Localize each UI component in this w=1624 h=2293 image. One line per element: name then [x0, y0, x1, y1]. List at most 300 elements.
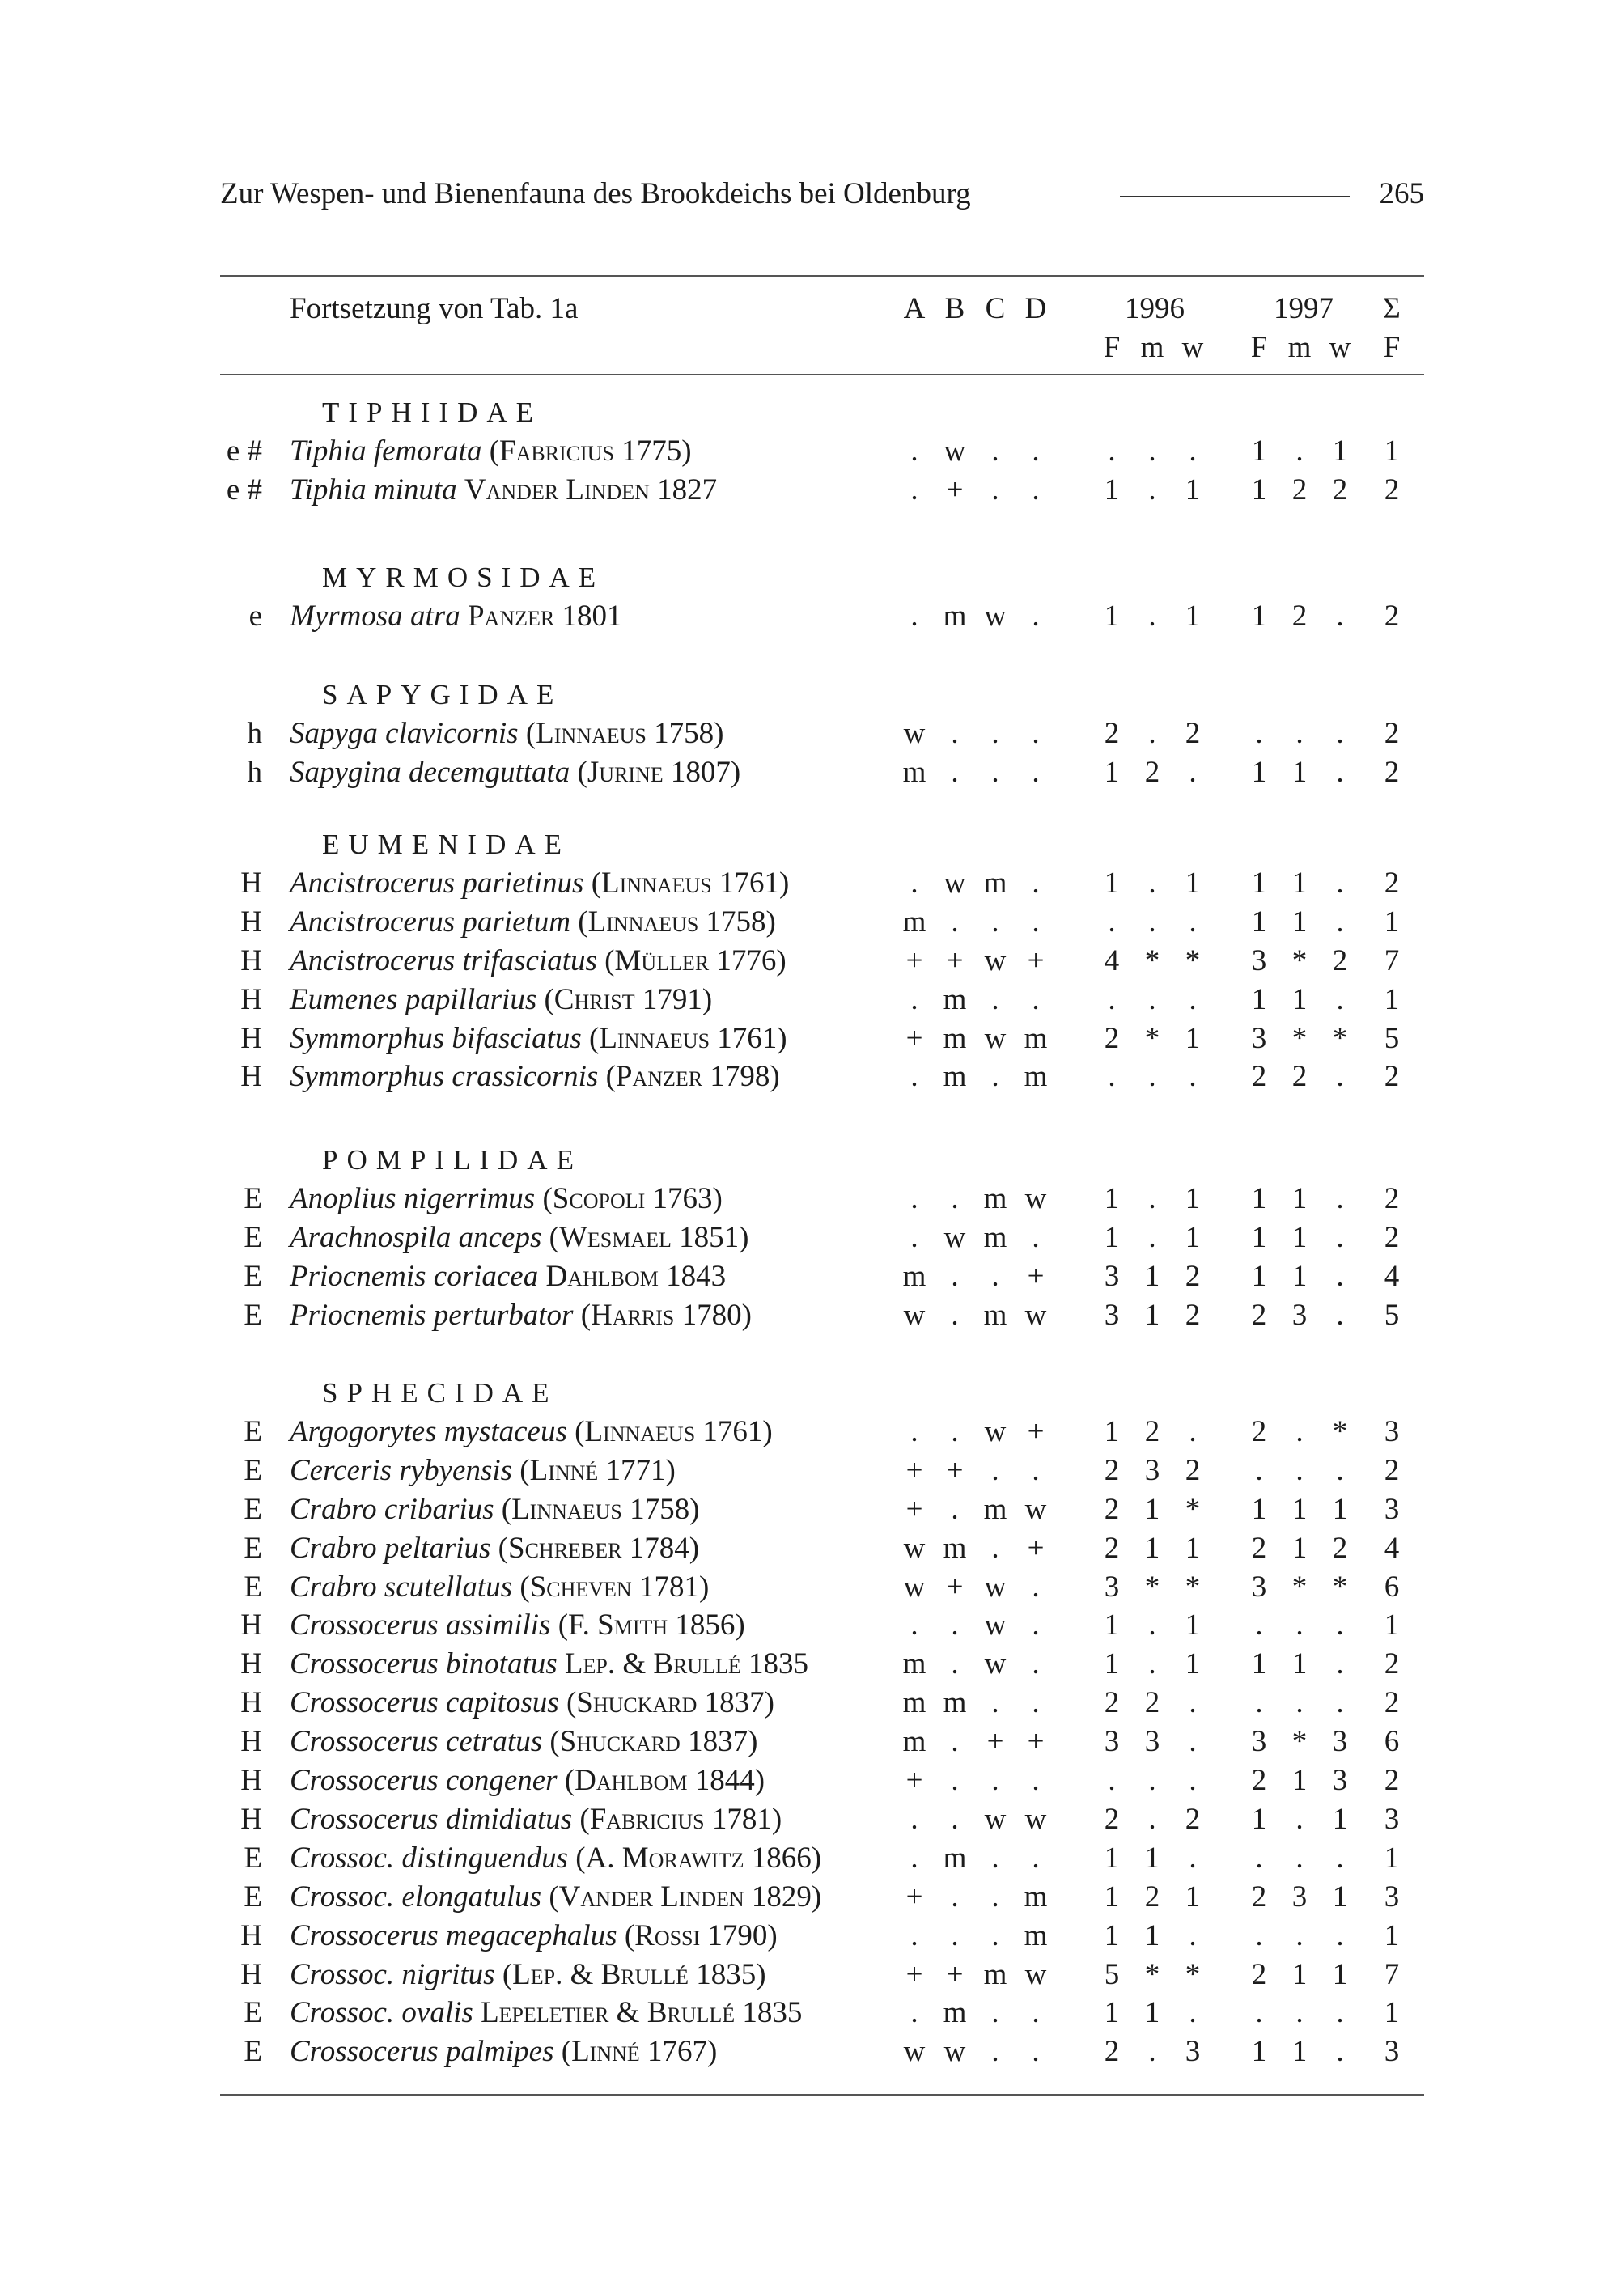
species-binomial: Crabro scutellatus — [290, 1570, 513, 1604]
cell-1996: 1 — [1144, 1841, 1160, 1875]
cell-abcd: m — [943, 1021, 967, 1055]
cell-sum: 4 — [1384, 1259, 1400, 1293]
cell-abcd: w — [1024, 1181, 1047, 1215]
cell-1997: 1 — [1251, 1492, 1267, 1526]
cell-abcd: m — [1024, 1880, 1048, 1914]
cell-1996: * — [1185, 1492, 1201, 1526]
cell-1997: 3 — [1251, 1570, 1267, 1604]
row-mark: E — [244, 1996, 262, 2030]
cell-abcd: m — [983, 1492, 1007, 1526]
cell-abcd: . — [991, 905, 999, 939]
cell-1997: . — [1336, 2035, 1344, 2069]
cell-1997: . — [1295, 1686, 1304, 1720]
cell-abcd: . — [991, 1531, 999, 1565]
cell-abcd: . — [991, 755, 999, 789]
cell-1997: 2 — [1251, 1957, 1267, 1991]
cell-abcd: m — [943, 982, 967, 1016]
cell-1996: . — [1148, 2035, 1156, 2069]
cell-1997: . — [1255, 1996, 1263, 2030]
cell-1996: . — [1189, 982, 1197, 1016]
cell-1997: . — [1295, 1608, 1304, 1642]
cell-abcd: . — [910, 473, 918, 506]
cell-abcd: . — [910, 599, 918, 633]
cell-1996: 2 — [1104, 1686, 1120, 1720]
cell-sum: 3 — [1384, 1880, 1400, 1914]
cell-sum: 2 — [1384, 473, 1400, 506]
cell-abcd: w — [943, 434, 966, 468]
cell-abcd: w — [903, 1531, 926, 1565]
species-author: (Christ 1791) — [544, 982, 713, 1016]
cell-sum: 7 — [1384, 1957, 1400, 1991]
species-name — [290, 2032, 717, 2071]
species-binomial: Crossocerus palmipes — [290, 2035, 554, 2069]
cell-abcd: + — [1027, 1259, 1045, 1293]
species-author: (Rossi 1790) — [624, 1918, 778, 1952]
cell-abcd: . — [991, 1060, 999, 1094]
cell-abcd: . — [951, 755, 959, 789]
cell-sum: 1 — [1384, 1918, 1400, 1952]
cell-abcd: . — [951, 1647, 959, 1681]
cell-1997: . — [1255, 1841, 1263, 1875]
cell-1996: . — [1148, 1802, 1156, 1836]
cell-1996: 1 — [1144, 1996, 1160, 2030]
family-heading: POMPILIDAE — [322, 1144, 583, 1176]
cell-abcd: m — [902, 755, 926, 789]
cell-sum: 2 — [1384, 1764, 1400, 1797]
table-caption: Fortsetzung von Tab. 1a — [290, 292, 579, 325]
row-mark: E — [244, 1880, 262, 1914]
cell-1997: 1 — [1291, 905, 1308, 939]
cell-1997: 3 — [1251, 1725, 1267, 1759]
cell-1997: 1 — [1291, 1181, 1308, 1215]
cell-abcd: + — [946, 943, 964, 977]
cell-abcd: m — [983, 866, 1007, 900]
cell-1997: 2 — [1251, 1298, 1267, 1332]
species-name — [290, 432, 692, 471]
cell-1997: 1 — [1332, 434, 1348, 468]
cell-abcd: m — [943, 1060, 967, 1094]
cell-1996: 1 — [1104, 1647, 1120, 1681]
row-mark: e — [248, 599, 262, 633]
cell-abcd: . — [951, 1764, 959, 1797]
species-binomial: Crossocerus binotatus — [290, 1647, 558, 1681]
species-binomial: Crossoc. ovalis — [290, 1996, 473, 2030]
cell-abcd: m — [943, 1841, 967, 1875]
species-binomial: Ancistrocerus trifasciatus — [290, 943, 597, 977]
cell-abcd: m — [943, 599, 967, 633]
cell-abcd: m — [902, 1647, 926, 1681]
cell-1997: 2 — [1332, 943, 1348, 977]
cell-1996: 1 — [1104, 1220, 1120, 1254]
species-author: (Fabricius 1781) — [579, 1802, 782, 1836]
cell-1996: * — [1185, 1957, 1201, 1991]
cell-1997: 3 — [1332, 1725, 1348, 1759]
species-name — [290, 1684, 774, 1723]
cell-1997: . — [1336, 982, 1344, 1016]
species-binomial: Crossoc. nigritus — [290, 1957, 495, 1991]
cell-abcd: + — [946, 1570, 964, 1604]
cell-abcd: w — [984, 599, 1007, 633]
cell-1996: 1 — [1185, 473, 1201, 506]
cell-abcd: + — [1027, 1531, 1045, 1565]
cell-abcd: . — [951, 1298, 959, 1332]
species-name — [290, 1490, 699, 1529]
cell-abcd: + — [946, 1957, 964, 1991]
species-name — [290, 1057, 780, 1096]
cell-abcd: . — [951, 1181, 959, 1215]
cell-1996: 2 — [1104, 1531, 1120, 1565]
cell-abcd: m — [1024, 1060, 1048, 1094]
row-mark: H — [240, 1957, 262, 1991]
cell-sum: 4 — [1384, 1531, 1400, 1565]
cell-1996: . — [1189, 1060, 1197, 1094]
cell-abcd: + — [905, 1880, 923, 1914]
cell-sum: 1 — [1384, 1996, 1400, 2030]
cell-1996: 3 — [1104, 1298, 1120, 1332]
cell-1996: 1 — [1104, 1996, 1120, 2030]
cell-abcd: . — [991, 1996, 999, 2030]
cell-1997: . — [1336, 1918, 1344, 1952]
cell-abcd: m — [983, 1298, 1007, 1332]
cell-1997: 1 — [1291, 1957, 1308, 1991]
cell-abcd: w — [1024, 1957, 1047, 1991]
species-binomial: Sapygina decemguttata — [290, 755, 570, 789]
species-author: (Linnaeus 1758) — [501, 1492, 700, 1526]
cell-sum: 2 — [1384, 1647, 1400, 1681]
cell-abcd: m — [902, 1259, 926, 1293]
species-name — [290, 753, 740, 792]
species-name — [290, 1568, 709, 1607]
species-binomial: Crossoc. elongatulus — [290, 1880, 542, 1914]
species-binomial: Crabro cribarius — [290, 1492, 494, 1526]
cell-abcd: w — [984, 1021, 1007, 1055]
cell-1997: 1 — [1291, 1647, 1308, 1681]
cell-1997: * — [1291, 1725, 1308, 1759]
cell-1996: 4 — [1104, 943, 1120, 977]
cell-1996: 1 — [1144, 1259, 1160, 1293]
row-mark: E — [244, 1453, 262, 1487]
species-binomial: Crossocerus assimilis — [290, 1608, 551, 1642]
cell-1997: . — [1336, 1996, 1344, 2030]
species-author: (Shuckard 1837) — [566, 1686, 774, 1720]
cell-abcd: . — [991, 434, 999, 468]
species-binomial: Crossocerus congener — [290, 1764, 558, 1797]
cell-1997: . — [1295, 1918, 1304, 1952]
cell-abcd: . — [1032, 599, 1040, 633]
cell-1996: 1 — [1104, 473, 1120, 506]
cell-sum: 2 — [1384, 599, 1400, 633]
cell-1997: . — [1336, 755, 1344, 789]
cell-1997: 1 — [1251, 1647, 1267, 1681]
cell-1997: 1 — [1251, 2035, 1267, 2069]
row-mark: H — [240, 1647, 262, 1681]
row-mark: E — [244, 1220, 262, 1254]
cell-abcd: w — [1024, 1802, 1047, 1836]
cell-abcd: w — [984, 943, 1007, 977]
cell-abcd: . — [910, 1181, 918, 1215]
species-name — [290, 1529, 699, 1568]
cell-abcd: + — [905, 943, 923, 977]
cell-1996: * — [1144, 1957, 1160, 1991]
cell-1997: . — [1295, 1841, 1304, 1875]
species-binomial: Priocnemis perturbator — [290, 1298, 574, 1332]
cell-1996: * — [1144, 1021, 1160, 1055]
cell-sum: 5 — [1384, 1298, 1400, 1332]
cell-abcd: . — [1032, 716, 1040, 750]
species-binomial: Ancistrocerus parietinus — [290, 866, 584, 900]
cell-1996: . — [1189, 905, 1197, 939]
cell-1996: 2 — [1185, 1453, 1201, 1487]
subheader-1996-m: m — [1140, 331, 1164, 364]
species-author: (Wesmael 1851) — [549, 1220, 749, 1254]
row-mark: H — [240, 1021, 262, 1055]
subheader-1997-f: F — [1250, 331, 1268, 364]
cell-abcd: w — [984, 1802, 1007, 1836]
species-author: Panzer 1801 — [467, 599, 622, 633]
cell-1997: . — [1336, 1181, 1344, 1215]
cell-abcd: . — [910, 866, 918, 900]
cell-abcd: m — [943, 1531, 967, 1565]
cell-1996: 2 — [1185, 1259, 1201, 1293]
species-name — [290, 1452, 676, 1490]
cell-1996: 2 — [1144, 755, 1160, 789]
subheader-1997-m: m — [1287, 331, 1312, 364]
cell-abcd: . — [1032, 1841, 1040, 1875]
cell-abcd: . — [1032, 1764, 1040, 1797]
cell-1997: 2 — [1291, 473, 1308, 506]
cell-abcd: . — [991, 1918, 999, 1952]
cell-abcd: . — [951, 1414, 959, 1448]
cell-abcd: w — [1024, 1492, 1047, 1526]
cell-1997: . — [1255, 1918, 1263, 1952]
cell-1997: * — [1332, 1414, 1348, 1448]
cell-abcd: . — [991, 2035, 999, 2069]
cell-sum: 3 — [1384, 2035, 1400, 2069]
species-author: (Scopoli 1763) — [542, 1181, 723, 1215]
running-title: Zur Wespen- und Bienenfauna des Brookdeichs bei Oldenburg — [220, 177, 971, 210]
cell-abcd: . — [910, 1918, 918, 1952]
species-author: (Linnaeus 1761) — [589, 1021, 787, 1055]
cell-abcd: m — [943, 1686, 967, 1720]
species-author: (Müller 1776) — [604, 943, 787, 977]
cell-sum: 5 — [1384, 1021, 1400, 1055]
cell-1997: 2 — [1332, 473, 1348, 506]
cell-1996: 1 — [1144, 1531, 1160, 1565]
species-binomial: Sapyga clavicornis — [290, 716, 519, 750]
family-heading: SPHECIDAE — [322, 1377, 558, 1409]
cell-sum: 1 — [1384, 1841, 1400, 1875]
cell-abcd: . — [1032, 905, 1040, 939]
cell-1996: 1 — [1185, 1021, 1201, 1055]
species-name — [290, 1761, 765, 1800]
cell-1997: 1 — [1332, 1880, 1348, 1914]
cell-1996: . — [1189, 755, 1197, 789]
cell-1996: . — [1189, 1686, 1197, 1720]
cell-abcd: . — [1032, 1220, 1040, 1254]
cell-abcd: . — [910, 1802, 918, 1836]
species-author: (Dahlbom 1844) — [564, 1764, 765, 1797]
cell-1997: 1 — [1251, 1220, 1267, 1254]
cell-1997: 1 — [1332, 1957, 1348, 1991]
species-name — [290, 471, 717, 510]
species-author: (Lep. & Brullé 1835) — [502, 1957, 766, 1991]
row-mark: h — [247, 755, 262, 789]
species-binomial: Tiphia minuta — [290, 473, 457, 506]
cell-abcd: m — [902, 1725, 926, 1759]
cell-1997: 1 — [1251, 434, 1267, 468]
species-name — [290, 597, 621, 636]
cell-1997: 1 — [1332, 1492, 1348, 1526]
species-author: (Linnaeus 1761) — [575, 1414, 773, 1448]
cell-sum: 3 — [1384, 1414, 1400, 1448]
cell-1996: 2 — [1104, 1492, 1120, 1526]
cell-abcd: w — [903, 2035, 926, 2069]
cell-1996: 3 — [1104, 1259, 1120, 1293]
species-author: (Linnaeus 1758) — [578, 905, 776, 939]
species-binomial: Priocnemis coriacea — [290, 1259, 539, 1293]
cell-1997: 1 — [1251, 755, 1267, 789]
cell-1997: 1 — [1251, 599, 1267, 633]
table-top-rule — [220, 275, 1424, 277]
cell-abcd: . — [910, 982, 918, 1016]
cell-1996: . — [1148, 1608, 1156, 1642]
cell-1997: . — [1295, 716, 1304, 750]
table-bottom-rule — [220, 2094, 1424, 2096]
cell-abcd: . — [1032, 1686, 1040, 1720]
cell-abcd: + — [986, 1725, 1004, 1759]
cell-1997: 2 — [1251, 1060, 1267, 1094]
cell-1997: . — [1336, 1259, 1344, 1293]
cell-abcd: . — [910, 1841, 918, 1875]
cell-abcd: . — [951, 905, 959, 939]
cell-1996: 3 — [1104, 1570, 1120, 1604]
cell-1997: 1 — [1291, 755, 1308, 789]
cell-1996: . — [1148, 905, 1156, 939]
cell-abcd: m — [983, 1220, 1007, 1254]
species-author: (Linné 1767) — [561, 2035, 718, 2069]
cell-abcd: w — [943, 1220, 966, 1254]
row-mark: E — [244, 1181, 262, 1215]
cell-abcd: + — [1027, 1725, 1045, 1759]
cell-abcd: . — [910, 1996, 918, 2030]
species-name — [290, 714, 723, 753]
row-mark: H — [240, 1686, 262, 1720]
cell-abcd: . — [991, 1880, 999, 1914]
cell-1996: . — [1148, 473, 1156, 506]
species-name — [290, 1645, 808, 1684]
cell-sum: 7 — [1384, 943, 1400, 977]
species-name — [290, 1296, 752, 1335]
cell-1997: 2 — [1291, 1060, 1308, 1094]
cell-1996: 2 — [1185, 1802, 1201, 1836]
species-name — [290, 1994, 802, 2032]
cell-abcd: w — [903, 1570, 926, 1604]
cell-1996: . — [1108, 905, 1116, 939]
species-author: (A. Morawitz 1866) — [575, 1841, 822, 1875]
row-mark: H — [240, 905, 262, 939]
cell-1997: 2 — [1332, 1531, 1348, 1565]
cell-1996: 2 — [1185, 716, 1201, 750]
family-heading: EUMENIDAE — [322, 829, 571, 860]
species-author: Lep. & Brullé 1835 — [564, 1647, 809, 1681]
cell-1996: 2 — [1104, 2035, 1120, 2069]
cell-1997: * — [1291, 943, 1308, 977]
cell-1997: 1 — [1332, 1802, 1348, 1836]
cell-sum: 6 — [1384, 1725, 1400, 1759]
cell-1996: . — [1148, 1220, 1156, 1254]
cell-1996: . — [1148, 1060, 1156, 1094]
row-mark: E — [244, 1492, 262, 1526]
subheader-1996-f: F — [1103, 331, 1121, 364]
cell-1996: 1 — [1185, 1531, 1201, 1565]
cell-1996: . — [1108, 1764, 1116, 1797]
cell-1997: 1 — [1251, 982, 1267, 1016]
species-name — [290, 864, 789, 903]
cell-1997: 3 — [1251, 1021, 1267, 1055]
cell-abcd: w — [943, 866, 966, 900]
cell-1997: . — [1336, 1453, 1344, 1487]
species-name — [290, 1878, 821, 1917]
row-mark: E — [244, 2035, 262, 2069]
cell-abcd: + — [905, 1453, 923, 1487]
cell-abcd: + — [1027, 943, 1045, 977]
cell-1996: 2 — [1144, 1414, 1160, 1448]
cell-abcd: . — [910, 1608, 918, 1642]
cell-1997: 1 — [1251, 473, 1267, 506]
species-name — [290, 1413, 773, 1452]
species-name — [290, 942, 787, 981]
cell-1997: 1 — [1251, 905, 1267, 939]
running-header — [220, 173, 1424, 215]
cell-1996: . — [1148, 866, 1156, 900]
subheader-sum-f: F — [1383, 331, 1401, 364]
cell-1997: 1 — [1251, 1181, 1267, 1215]
species-author: (Vander Linden 1829) — [549, 1880, 822, 1914]
row-mark: e # — [226, 473, 262, 506]
cell-1996: . — [1189, 1725, 1197, 1759]
cell-1997: * — [1332, 1021, 1348, 1055]
row-mark: H — [240, 866, 262, 900]
species-author: (Shuckard 1837) — [549, 1725, 758, 1759]
cell-1997: 3 — [1291, 1880, 1308, 1914]
cell-abcd: . — [991, 1259, 999, 1293]
cell-abcd: . — [991, 1686, 999, 1720]
sigma-header: Σ — [1383, 292, 1401, 325]
row-mark: E — [244, 1259, 262, 1293]
cell-1997: . — [1336, 1220, 1344, 1254]
cell-1996: * — [1144, 1570, 1160, 1604]
cell-1996: . — [1189, 1414, 1197, 1448]
species-binomial: Myrmosa atra — [290, 599, 460, 633]
cell-1996: . — [1148, 1647, 1156, 1681]
cell-sum: 2 — [1384, 1060, 1400, 1094]
cell-1996: 2 — [1104, 1802, 1120, 1836]
cell-sum: 1 — [1384, 434, 1400, 468]
cell-1996: 2 — [1185, 1298, 1201, 1332]
cell-1996: 1 — [1104, 1608, 1120, 1642]
cell-sum: 3 — [1384, 1492, 1400, 1526]
cell-sum: 2 — [1384, 1181, 1400, 1215]
cell-abcd: . — [1032, 2035, 1040, 2069]
cell-1996: . — [1189, 434, 1197, 468]
species-binomial: Arachnospila anceps — [290, 1220, 542, 1254]
cell-1996: 1 — [1104, 599, 1120, 633]
cell-1997: 2 — [1291, 599, 1308, 633]
cell-1997: . — [1336, 1841, 1344, 1875]
cell-1997: 1 — [1291, 1492, 1308, 1526]
cell-1996: 1 — [1104, 1918, 1120, 1952]
cell-1996: 2 — [1104, 716, 1120, 750]
